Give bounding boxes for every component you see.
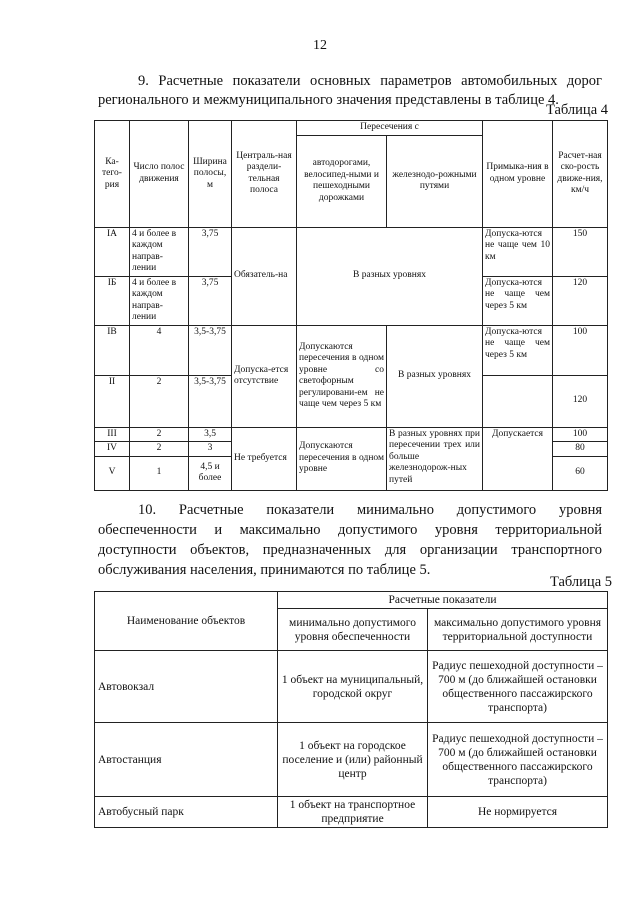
header-object-name: Наименование объектов [95,592,278,651]
row-iii-speed: 100 [553,427,608,442]
table-4 [94,120,608,491]
intersections-roads-same-level: Допускаются пересечения в одном уровне [297,427,387,490]
header-lanes: Число полос движения [130,121,189,228]
header-central-divider: Централь-ная раздели-тельная полоса [232,121,297,228]
header-intersections-roads: автодорогами, велосипед-ными и пешеходными дорожками [297,135,387,227]
row-iv-lanes: 2 [130,442,189,457]
row-ib-junction: Допуска-ются не чаще чем через 5 км [483,276,553,325]
row-ib2-lanes: 4 [130,325,189,375]
row-ib2-junction: Допуска-ются не чаще чем через 5 км [483,325,553,375]
table-5 [94,591,608,828]
header-min-level: минимально допустимого уровня обеспеченности [278,609,428,651]
row-bus-terminal-max: Радиус пешеходной доступности – 700 м (до ближайшей остановки общественного пассажирского транспорта) [428,651,608,723]
intersections-rail-different-levels: В разных уровнях [387,325,483,427]
row-iv-speed: 80 [553,442,608,457]
row-iii-lanes: 2 [130,427,189,442]
row-iv-width: 3 [189,442,232,457]
header-junctions: Примыка-ния в одном уровне [483,121,553,228]
page-number: 12 [313,38,327,53]
row-bus-terminal-min: 1 объект на муниципальный, городской округ [278,651,428,723]
row-v-speed: 60 [553,456,608,490]
row-ii-width: 3,5-3,75 [189,375,232,427]
row-iv-category: IV [95,442,130,457]
row-ia-width: 3,75 [189,227,232,276]
row-ib2-speed: 100 [553,325,608,375]
intersections-different-levels: В разных уровнях [297,227,483,325]
row-ib-lanes: 4 и более в каждом направ-лении [130,276,189,325]
row-iii-width: 3,5 [189,427,232,442]
row-ib-category: IБ [95,276,130,325]
header-design-speed: Расчет-ная ско-рость движе-ния, км/ч [553,121,608,228]
row-ib-speed: 120 [553,276,608,325]
paragraph-9: 9. Расчетные показатели основных параметров автомобильных дорог регионального и межмуниципального значения представлены в таблице 4. [98,73,602,108]
row-bus-station-min: 1 объект на городское поселение и (или) районный центр [278,723,428,797]
row-ii-speed: 120 [553,375,608,427]
header-lane-width: Ширина полосы, м [189,121,232,228]
header-max-level: максимально допустимого уровня территориальной доступности [428,609,608,651]
row-ia-junction: Допуска-ются не чаще чем 10 км [483,227,553,276]
row-iii-category: III [95,427,130,442]
header-intersections: Пересечения с [297,121,483,136]
row-v-lanes: 1 [130,456,189,490]
divider-required: Обязатель-на [232,227,297,325]
row-ia-lanes: 4 и более в каждом направ-лении [130,227,189,276]
paragraph-10: 10. Расчетные показатели минимально допустимого уровня обеспеченности и максимально допустимого уровня территориальной доступности объектов, предназначенных для организации транспортного обслуживания населения, принимаются по таблице 5. [98,502,602,578]
row-ii-lanes: 2 [130,375,189,427]
header-category: Ка-тего-рия [95,121,130,228]
header-intersections-rail: железнодо-рожными путями [387,135,483,227]
row-bus-depot-min: 1 объект на транспортное предприятие [278,797,428,828]
row-ia-category: IA [95,227,130,276]
row-ia-speed: 150 [553,227,608,276]
row-ii-category: II [95,375,130,427]
row-v-category: V [95,456,130,490]
table-5-label: Таблица 5 [549,574,612,590]
divider-not-required: Не требуется [232,427,297,490]
row-ib2-width: 3,5-3,75 [189,325,232,375]
row-bus-depot-name: Автобусный парк [95,797,278,828]
divider-allowed-absent: Допуска-ется отсутствие [232,325,297,427]
row-ib-width: 3,75 [189,276,232,325]
row-v-width: 4,5 и более [189,456,232,490]
intersections-roads-signalized: Допускаются пересечения в одном уровне со светофорным регулировани-ем не чаще чем через 5 км [297,325,387,427]
row-ii-junction-empty [483,375,553,427]
table-4-label: Таблица 4 [545,102,608,118]
header-indicators: Расчетные показатели [278,592,608,609]
junction-allowed: Допускается [483,427,553,490]
row-bus-depot-max: Не нормируется [428,797,608,828]
row-ib2-category: IB [95,325,130,375]
row-bus-station-name: Автостанция [95,723,278,797]
intersections-rail-multiple-tracks: В разных уровнях при пересечении трех или больше железнодорож-ных путей [387,427,483,490]
row-bus-terminal-name: Автовокзал [95,651,278,723]
row-bus-station-max: Радиус пешеходной доступности – 700 м (до ближайшей остановки общественного пассажирского транспорта) [428,723,608,797]
